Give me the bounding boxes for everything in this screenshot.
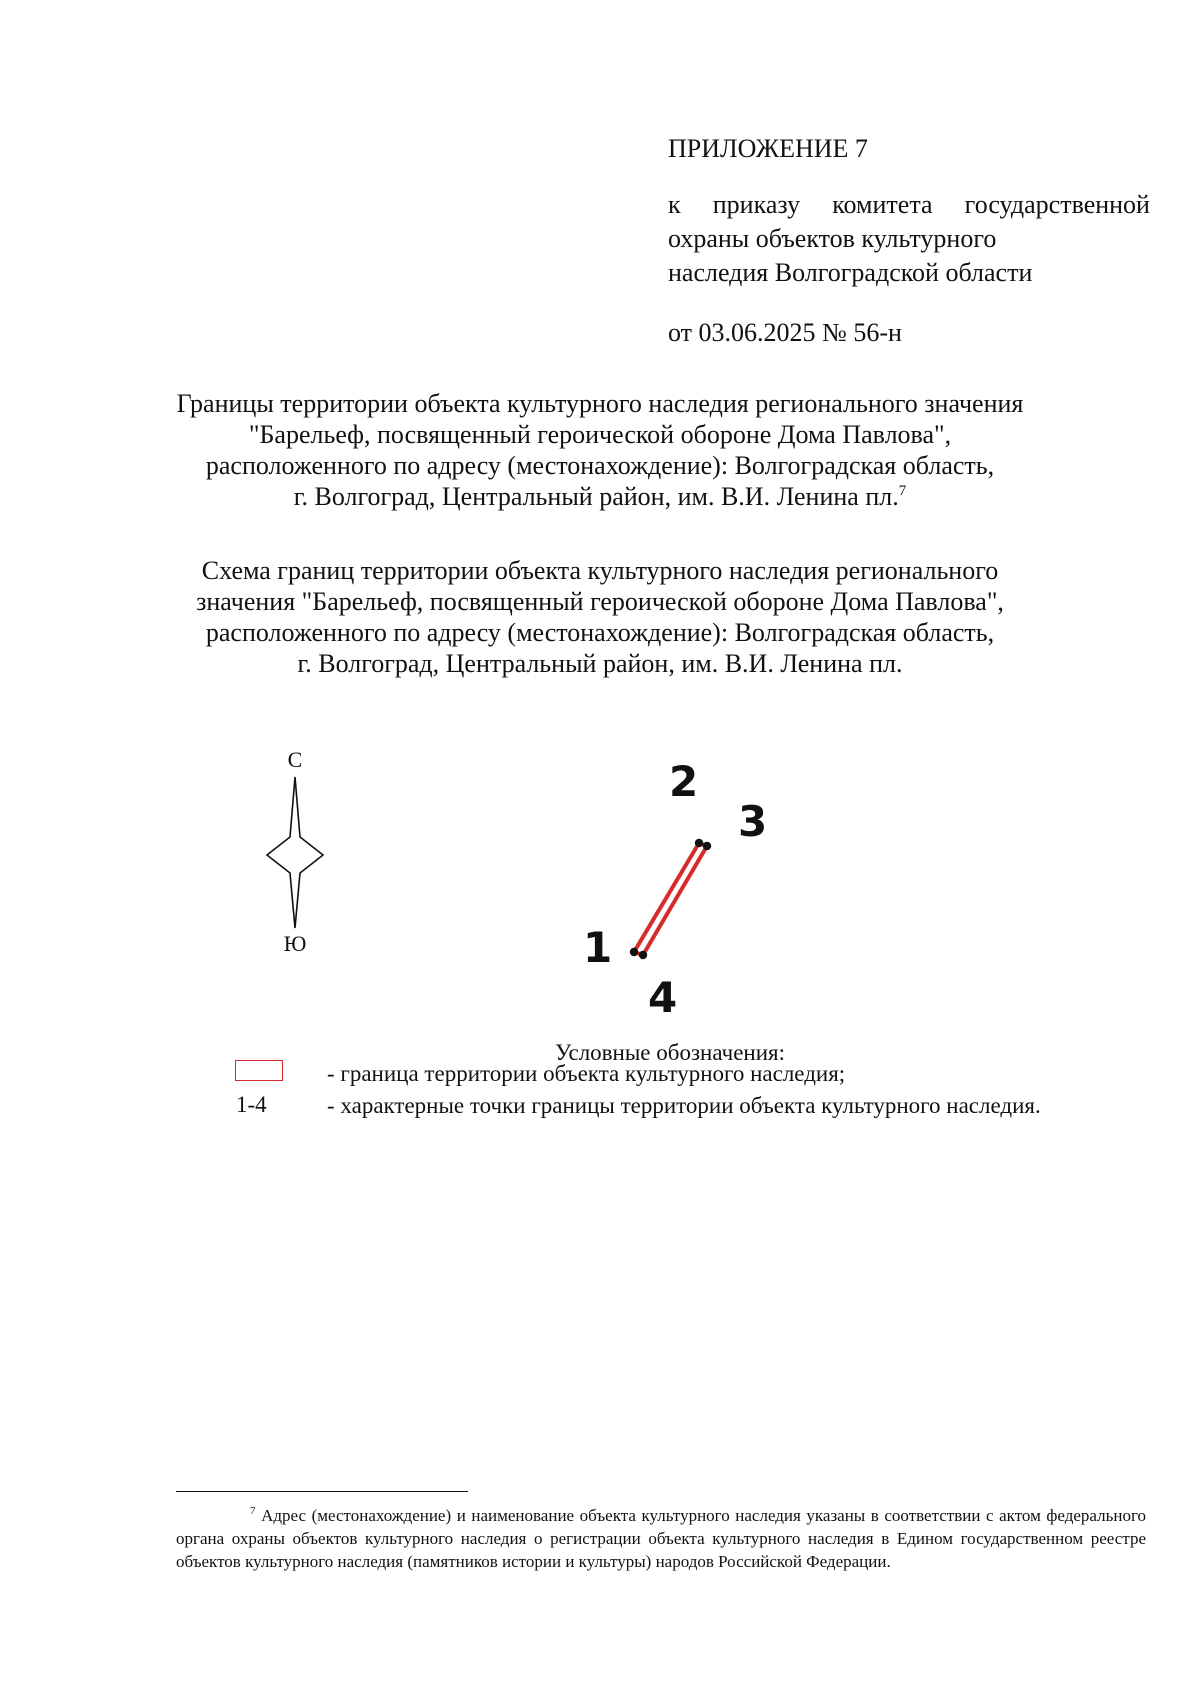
heading-line [150, 481, 1050, 512]
boundary-point-2 [695, 839, 703, 847]
footnote [176, 1504, 1146, 1573]
heading-line-text: г. Волгоград, Центральный район, им. В.И. Ленина пл. [293, 482, 899, 511]
compass [255, 745, 335, 955]
appendix-date: от 03.06.2025 № 56-н [668, 318, 902, 347]
boundary-polygon [634, 843, 707, 955]
point-label-4: 4 [648, 973, 678, 1020]
boundary-point-4 [639, 951, 647, 959]
point-label-2: 2 [669, 757, 699, 806]
scheme-title-line: расположенного по адресу (местонахождение): Волгоградская область, [205, 618, 995, 647]
point-label-3: 3 [738, 797, 768, 846]
appendix-order-word: государственной [964, 190, 1150, 219]
footnote-reference: 7 [898, 483, 907, 499]
compass-north-label: С [287, 747, 303, 772]
appendix-title: ПРИЛОЖЕНИЕ 7 [668, 134, 868, 163]
appendix-order-line-2: охраны объектов культурного [668, 224, 997, 253]
legend-item-boundary: - граница территории объекта культурного наследия; [327, 1061, 846, 1086]
territory-heading [150, 388, 1050, 512]
footnote-number: 7 [250, 1505, 256, 1517]
boundary-point-3 [703, 842, 711, 850]
footnote-divider [176, 1491, 468, 1492]
heading-line: "Барельеф, посвященный героической обороне Дома Павлова", [248, 420, 952, 449]
appendix-order-word: к [668, 190, 681, 219]
scheme-title-line: значения "Барельеф, посвященный героической обороне Дома Павлова", [196, 587, 1004, 616]
heading-line: Границы территории объекта культурного наследия регионального значения [176, 389, 1024, 418]
scheme-title-line: г. Волгоград, Центральный район, им. В.И. Ленина пл. [297, 649, 903, 678]
scheme-title-line: Схема границ территории объекта культурного наследия регионального [201, 556, 999, 585]
compass-star-icon [267, 777, 323, 928]
appendix-order-line-1 [668, 188, 1150, 222]
legend-item-points: - характерные точки границы территории объекта культурного наследия. [327, 1093, 1041, 1118]
compass-south-label: Ю [283, 931, 307, 955]
appendix-order-word: приказу [712, 190, 801, 219]
legend-points-symbol: 1-4 [236, 1092, 267, 1117]
heading-line: расположенного по адресу (местонахождение): Волгоградская область, [205, 451, 995, 480]
boundary-scheme [560, 750, 780, 1020]
legend-title: Условные обозначения: [554, 1040, 786, 1065]
scheme-title [150, 555, 1050, 679]
appendix-order-word: комитета [832, 190, 933, 219]
appendix-order-reference [668, 188, 1158, 290]
footnote-text: Адрес (местонахождение) и наименование объекта культурного наследия указаны в соответствии с актом федерального органа охраны объектов культурного наследия о регистрации объекта культурного наследия в Едином государственном реестре объектов культурного наследия (памятников истории и культуры) народов Российской Федерации. [176, 1506, 1147, 1571]
appendix-header [668, 132, 1158, 350]
legend-boundary-swatch [235, 1060, 283, 1081]
boundary-point-1 [630, 948, 638, 956]
appendix-order-line-3: наследия Волгоградской области [668, 258, 1033, 287]
point-label-1: 1 [583, 923, 613, 972]
